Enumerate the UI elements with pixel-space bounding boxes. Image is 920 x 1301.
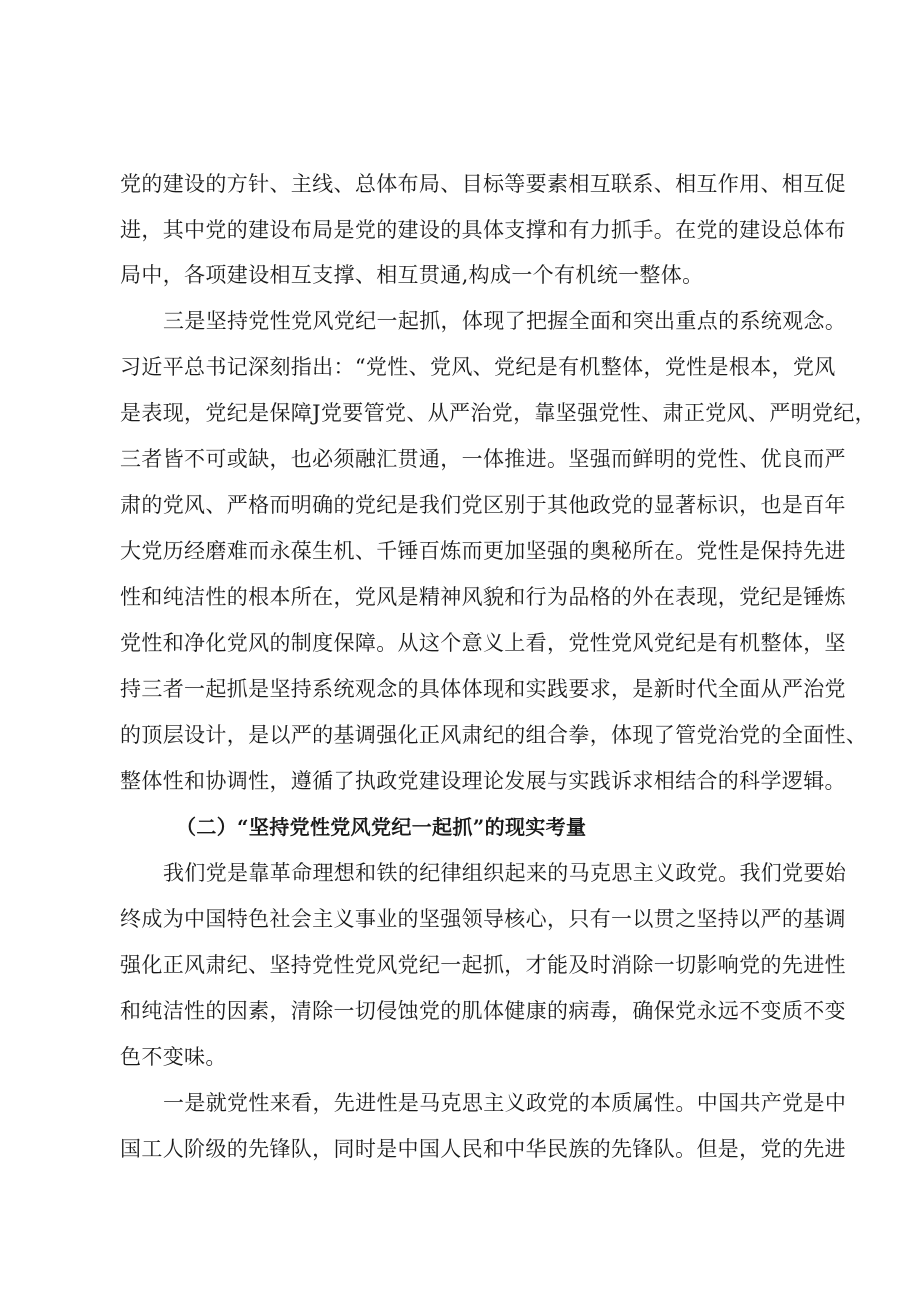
text-line: 党的建设的方针、主线、总体布局、目标等要素相互联系、相互作用、相互促 — [120, 172, 846, 196]
text-line: 局中，各项建设相互支撑、相互贯通,构成一个有机统一整体。 — [120, 263, 704, 287]
text-line: 肃的党风、严格而明确的党纪是我们党区别于其他政党的显著标识，也是百年 — [120, 493, 846, 517]
text-line: 习近平总书记深刻指出：“党性、党风、党纪是有机整体，党性是根本，党风 — [120, 355, 836, 379]
text-line: 和纯洁性的因素，清除一切侵蚀党的肌体健康的病毒，确保党永远不变质不变 — [120, 999, 846, 1023]
text-line: 国工人阶级的先锋队，同时是中国人民和中华民族的先锋队。但是，党的先进 — [120, 1137, 846, 1161]
text-line: 的顶层设计，是以严的基调强化正风肃纪的组合拳，体现了管党治党的全面性、 — [120, 723, 868, 747]
text-line: 是表现，党纪是保障J党要管党、从严治党，靠坚强党性、肃正党风、严明党纪， — [120, 401, 877, 425]
text-line: 整体性和协调性，遵循了执政党建设理论发展与实践诉求相结合的科学逻辑。 — [120, 769, 846, 793]
text-line: 大党历经磨难而永葆生机、千锤百炼而更加坚强的奥秘所在。党性是保持先进 — [120, 539, 846, 563]
section-heading: （二）“坚持党性党风党纪一起抓”的现实考量 — [176, 815, 587, 839]
text-line: 党性和净化党风的制度保障。从这个意义上看，党性党风党纪是有机整体，坚 — [120, 631, 846, 655]
text-line: 持三者一起抓是坚持系统观念的具体体现和实践要求，是新时代全面从严治党 — [120, 677, 846, 701]
paragraph-start-line: 一是就党性来看，先进性是马克思主义政党的本质属性。中国共产党是中 — [163, 1091, 847, 1115]
text-line: 色不变味。 — [120, 1045, 227, 1069]
text-line: 强化正风肃纪、坚持党性党风党纪一起抓，才能及时消除一切影响党的先进性 — [120, 953, 846, 977]
paragraph-start-line: 三是坚持党性党风党纪一起抓，体现了把握全面和突出重点的系统观念。 — [163, 309, 847, 333]
text-line: 三者皆不可或缺，也必须融汇贯通，一体推进。坚强而鲜明的党性、优良而严 — [120, 447, 846, 471]
text-line: 进，其中党的建设布局是党的建设的具体支撑和有力抓手。在党的建设总体布 — [120, 218, 846, 242]
paragraph-start-line: 我们党是靠革命理想和铁的纪律组织起来的马克思主义政党。我们党要始 — [163, 861, 847, 885]
text-line: 终成为中国特色社会主义事业的坚强领导核心，只有一以贯之坚持以严的基调 — [120, 907, 846, 931]
text-line: 性和纯洁性的根本所在，党风是精神风貌和行为品格的外在表现，党纪是锤炼 — [120, 585, 846, 609]
